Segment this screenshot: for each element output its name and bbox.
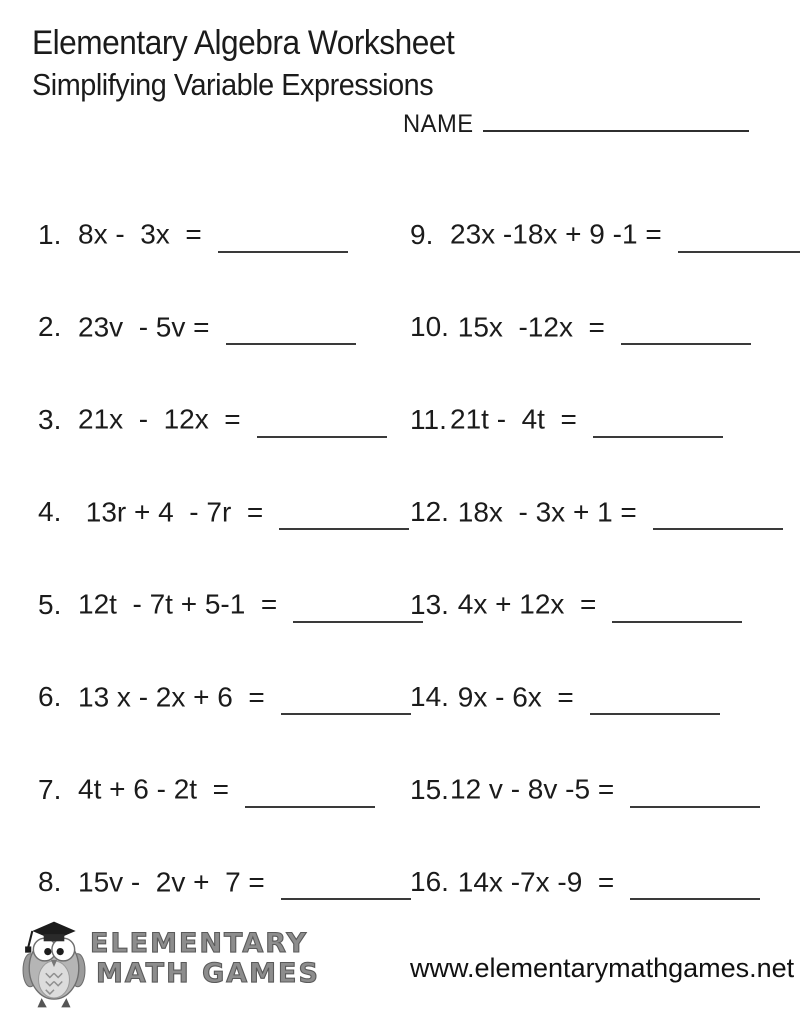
problem-expression: 12t - 7t + 5-1 = [78,588,278,620]
problem-expression: 23v - 5v = [78,311,210,343]
owl-graduate-icon [22,916,86,1017]
name-blank[interactable] [483,110,749,132]
answer-blank[interactable] [678,224,800,253]
logo-wordmark [90,930,320,987]
answer-blank[interactable] [257,409,387,438]
problem-expression: 15v - 2v + 7 = [78,866,265,898]
problem-number: 8. [38,866,62,898]
problem-row-6 [38,678,410,771]
problem-row-14 [410,678,782,771]
problem-expression: 18x - 3x + 1 = [450,496,637,528]
problem-row-16 [410,863,782,956]
problem-expression: 4t + 6 - 2t = [78,773,229,805]
problem-number: 12. [410,496,449,528]
problem-row-9 [410,215,782,308]
problem-number: 6. [38,681,62,713]
problem-expression: 4x + 12x = [450,588,597,620]
problem-number: 11. [410,403,447,435]
name-label: NAME [403,110,474,138]
problem-expression: 12 v - 8v -5 = [450,773,615,805]
problem-expression: 15x -12x = [450,311,605,343]
problem-row-2 [38,308,410,401]
problem-number: 1. [38,218,62,250]
answer-blank[interactable] [218,224,348,253]
answer-blank[interactable] [245,779,375,808]
answer-blank[interactable] [590,687,720,716]
problem-row-10 [410,308,782,401]
problem-row-5 [38,585,410,678]
problem-row-12 [410,493,782,586]
worksheet-header [32,22,486,105]
problem-number: 10. [410,311,449,343]
problem-number: 5. [38,588,62,620]
logo-line-1: ELEMENTARY [90,928,309,959]
problem-number: 9. [410,218,434,250]
answer-blank[interactable] [630,779,760,808]
answer-blank[interactable] [593,409,723,438]
problem-number: 4. [38,496,62,528]
problem-row-11 [410,400,782,493]
problem-number: 13. [410,588,449,620]
problem-expression: 13 x - 2x + 6 = [78,681,265,713]
name-row [403,110,749,139]
problem-expression: 21t - 4t = [450,403,577,435]
problem-row-15 [410,770,782,863]
answer-blank[interactable] [653,502,783,531]
answer-blank[interactable] [630,872,760,901]
problem-number: 7. [38,773,62,805]
answer-blank[interactable] [612,594,742,623]
answer-blank[interactable] [293,594,423,623]
site-logo [22,916,320,1017]
problem-expression: 23x -18x + 9 -1 = [450,218,662,250]
website-url: www.elementarymathgames.net [410,953,795,983]
problem-expression: 14x -7x -9 = [450,866,615,898]
problem-expression: 21x - 12x = [78,403,241,435]
problem-row-4 [38,493,410,586]
page-title: Elementary Algebra Worksheet [32,24,455,62]
problem-number: 2. [38,311,62,343]
answer-blank[interactable] [281,687,411,716]
answer-blank[interactable] [279,502,409,531]
problem-row-13 [410,585,782,678]
page-subtitle: Simplifying Variable Expressions [32,66,434,102]
answer-blank[interactable] [281,872,411,901]
problem-expression: 9x - 6x = [450,681,574,713]
problem-expression: 13r + 4 - 7r = [78,496,264,528]
problem-row-7 [38,770,410,863]
problem-row-3 [38,400,410,493]
problem-number: 3. [38,403,62,435]
problems-grid [38,215,782,959]
logo-line-2: MATH GAMES [96,958,320,989]
problem-expression: 8x - 3x = [78,218,202,250]
problem-number: 14. [410,681,449,713]
problem-number: 16. [410,866,449,898]
answer-blank[interactable] [226,317,356,346]
problem-row-1 [38,215,410,308]
answer-blank[interactable] [621,317,751,346]
problem-number: 15. [410,773,449,805]
